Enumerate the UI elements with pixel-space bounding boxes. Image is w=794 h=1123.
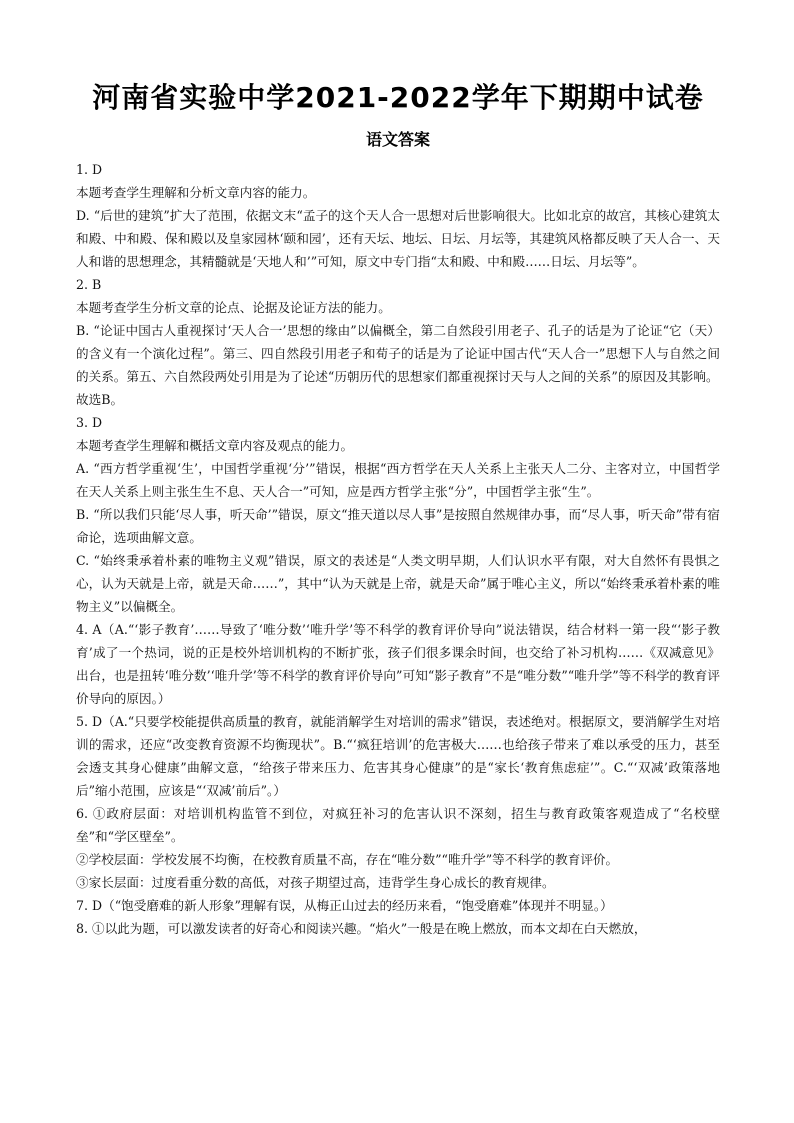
answer-line: B. “所以我们只能‘尽人事，听天命’”错误，原文“推天道以尽人事”是按照自然规律办事，而“尽人事，听天命”带有宿命论，选项曲解文意。 [76, 507, 720, 545]
answer-line: 本题考查学生分析文章的论点、论据及论证方法的能力。 [76, 300, 391, 315]
answer-line: 6. ①政府层面：对培训机构监管不到位，对疯狂补习的危害认识不深刻，招生与教育政策客观造成了“名校壁垒”和“学区壁垒”。 [76, 806, 720, 844]
answer-content [76, 158, 720, 940]
answer-line: 本题考查学生理解和概括文章内容及观点的能力。 [76, 438, 354, 453]
answer-line: 7. D（“饱受磨难的新人形象”理解有误，从梅正山过去的经历来看，“饱受磨难”体现并不明显。） [76, 898, 613, 913]
answer-line: 8. ①以此为题，可以激发读者的好奇心和阅读兴趣。“焰火”一般是在晚上燃放，而本文却在白天燃放， [76, 921, 647, 936]
answer-line: 3. D [76, 415, 103, 430]
answer-line: 2. B [76, 277, 102, 292]
page-subtitle: 语文答案 [365, 130, 430, 149]
answer-line: A. “西方哲学重视‘生’，中国哲学重视‘分’”错误，根据“西方哲学在天人关系上主张天人二分、主客对立，中国哲学在天人关系上则主张生生不息、天人合一”可知，应是西方哲学主张“分”，中国哲学主张“生”。 [76, 461, 720, 499]
answer-line: D. “后世的建筑”扩大了范围，依据文末“孟子的这个天人合一思想对后世影响很大。比如北京的故宫，其核心建筑太和殿、中和殿、保和殿以及皇家园林‘颐和园’，还有天坛、地坛、日坛、月坛等，其建筑风格都反映了天人合一、天人和谐的思想理念，其精髓就是‘天地人和’”可知，原文中专门指“太和殿、中和殿……日坛、月坛等”。 [76, 208, 720, 269]
answer-line: B. “论证中国古人重视探讨‘天人合一’思想的缘由”以偏概全，第二自然段引用老子、孔子的话是为了论证“它（天）的含义有一个演化过程”。第三、四自然段引用老子和荀子的话是为了论证中国古代“天人合一”思想下人与自然之间的关系。第五、六自然段两处引用是为了论述“历朝历代的思想家们都重视探讨天与人之间的关系”的原因及其影响。 [76, 323, 720, 384]
answer-line: C. “始终秉承着朴素的唯物主义观”错误，原文的表述是“人类文明早期，人们认识水平有限，对大自然怀有畏惧之心，认为天就是上帝，就是天命……”，其中“认为天就是上帝，就是天命”属于唯心主义，所以“始终秉承着朴素的唯物主义”以偏概全。 [76, 553, 720, 614]
answer-line: 故选B。 [76, 392, 124, 407]
page-title: 河南省实验中学2021-2022学年下期期中试卷 [92, 81, 704, 114]
answer-line: 4. A（A.“‘影子教育’……导致了‘唯分数’‘唯升学’等不科学的教育评价导向”说法错误，结合材料一第一段“‘影子教育’成了一个热词，说的正是校外培训机构的不断扩张，孩子们很多课余时间，也交给了补习机构……《双减意见》出台，也是扭转‘唯分数’‘唯升学’等不科学的教育评价导向”可知“影子教育”不是“唯分数”“唯升学”等不科学的教育评价导向的原因。） [76, 622, 720, 706]
answer-line: ②学校层面：学校发展不均衡，在校教育质量不高，存在“唯分数”“唯升学”等不科学的教育评价。 [76, 852, 619, 867]
answer-line: ③家长层面：过度看重分数的高低，对孩子期望过高，违背学生身心成长的教育规律。 [76, 875, 555, 890]
answer-line: 1. D [76, 162, 103, 177]
answer-line: 5. D（A.“只要学校能提供高质量的教育，就能消解学生对培训的需求”错误，表述绝对。根据原文，要消解学生对培训的需求，还应“改变教育资源不均衡现状”。B.“‘疯狂培训’的危害极大……也给孩子带来了难以承受的压力，甚至会透支其身心健康”曲解文意，“给孩子带来压力、危害其身心健康”的是“家长‘教育焦虑症’”。C.“‘双减’政策落地后”缩小范围，应该是“‘双减’前后”。） [76, 714, 720, 798]
answer-line: 本题考查学生理解和分析文章内容的能力。 [76, 185, 316, 200]
